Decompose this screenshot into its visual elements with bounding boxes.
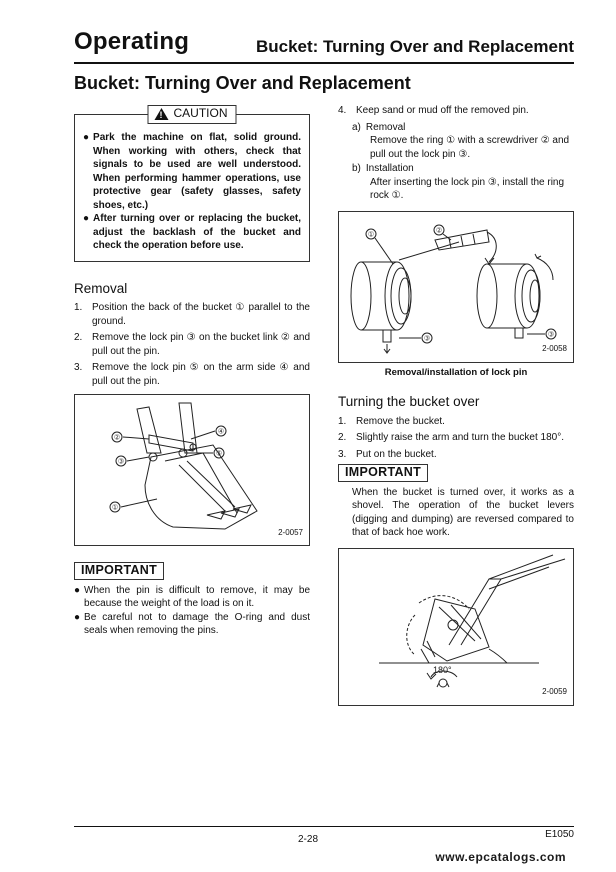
header-divider <box>74 62 574 64</box>
callout-label: ① <box>111 504 119 512</box>
bullet-dot-icon: ● <box>74 584 81 596</box>
important-left <box>74 562 310 638</box>
sub-step-title: Removal <box>365 121 406 133</box>
callout-label: ⑤ <box>215 450 223 458</box>
step-number: 1. <box>338 415 347 427</box>
bucket-turn-illustration <box>339 549 573 705</box>
step-text: Keep sand or mud off the removed pin. <box>356 105 529 116</box>
removal-step <box>74 331 310 358</box>
sub-step-title: Installation <box>365 163 414 174</box>
callout-label: ③ <box>117 458 125 466</box>
step-4 <box>338 104 574 118</box>
step-text: Remove the lock pin ③ on the bucket link ② and pull out the pin. <box>92 332 310 357</box>
section-title: Operating <box>74 28 190 55</box>
removal-heading: Removal <box>74 280 128 296</box>
turning-heading: Turning the bucket over <box>338 394 480 409</box>
caution-item-text: After turning over or replacing the bucket, adjust the backlash of the bucket and check the operation before use. <box>93 213 301 251</box>
caution-item-text: Park the machine on flat, solid ground. When working with others, check that signals to be used are well understood. When performing hammer operations, use protective gear (safety glasses, safety shoes, etc.) <box>93 132 301 211</box>
caution-item <box>83 131 301 212</box>
right-column <box>338 104 574 706</box>
important-right <box>338 464 574 540</box>
bullet-dot-icon: ● <box>83 132 90 143</box>
figure-caption: Removal/installation of lock pin <box>384 366 528 378</box>
bullet-dot-icon: ● <box>83 213 90 224</box>
callout-label: ③ <box>547 331 555 338</box>
bucket-illustration <box>75 395 309 545</box>
step-number: 3. <box>338 448 347 460</box>
sub-step-label: b) <box>352 163 361 174</box>
important-label: IMPORTANT <box>74 562 164 580</box>
step-number: 4. <box>338 105 347 116</box>
important-item <box>74 611 310 638</box>
sub-step-label: a) <box>352 121 361 133</box>
lock-pin-illustration <box>339 212 573 362</box>
callout-label: ② <box>435 227 443 234</box>
step-text: Put on the bucket. <box>356 448 437 460</box>
caution-label <box>148 105 237 124</box>
figure-code: 2-0058 <box>542 344 567 353</box>
step-text: Position the back of the bucket ① parallel to the ground. <box>92 302 310 327</box>
caution-item <box>83 212 301 253</box>
important-label: IMPORTANT <box>338 464 428 482</box>
turning-step <box>338 431 574 445</box>
lock-pin-figure <box>338 211 574 363</box>
sub-step-body: Remove the ring ① with a screwdriver ② and pull out the lock pin ③. <box>370 135 570 160</box>
bucket-removal-figure <box>74 394 310 546</box>
turning-step <box>338 448 574 462</box>
callout-label: ① <box>367 231 375 238</box>
sub-step-body: After inserting the lock pin ③, install the ring rock ①. <box>370 176 565 201</box>
angle-label: 180° <box>433 664 452 675</box>
step-number: 2. <box>338 432 347 443</box>
step-text: Remove the bucket. <box>356 415 445 427</box>
sub-step <box>352 162 574 176</box>
step-text: Slightly raise the arm and turn the bucket 180°. <box>356 432 565 443</box>
step-number: 3. <box>74 362 83 373</box>
warning-triangle-icon <box>155 108 169 120</box>
important-body <box>74 584 310 638</box>
watermark: www.epcatalogs.com <box>435 850 566 864</box>
step-text: Remove the lock pin ⑤ on the arm side ④ and pull out the pin. <box>92 362 310 387</box>
page-title: Bucket: Turning Over and Replacement <box>74 73 411 93</box>
figure-code: 2-0057 <box>278 527 303 537</box>
caution-box <box>74 106 310 262</box>
bucket-turn-figure <box>338 548 574 706</box>
document-code: E1050 <box>545 829 574 840</box>
step-number: 1. <box>74 302 83 313</box>
footer-divider <box>74 826 574 827</box>
removal-step <box>74 301 310 328</box>
figure-code: 2-0059 <box>542 687 567 696</box>
step-number: 2. <box>74 332 83 343</box>
header-title: Bucket: Turning Over and Replacement <box>255 37 574 56</box>
callout-label: ③ <box>423 335 431 342</box>
important-item <box>74 584 310 611</box>
callout-label: ② <box>113 434 121 442</box>
caution-label-text: CAUTION <box>173 106 228 120</box>
important-body: When the bucket is turned over, it works as a shovel. The operation of the bucket levers (digging and dumping) are reversed compared to that of back hoe work. <box>352 486 574 538</box>
removal-step <box>74 361 310 388</box>
page-number: 2-28 <box>297 834 318 845</box>
important-item-text: Be careful not to damage the O-ring and dust seals when removing the pins. <box>84 611 310 636</box>
callout-label: ④ <box>217 428 225 436</box>
turning-step <box>338 415 574 429</box>
important-item-text: When the pin is difficult to remove, it may be because the weight of the load is on it. <box>84 584 310 609</box>
bullet-dot-icon: ● <box>74 611 81 623</box>
sub-step <box>352 121 574 135</box>
left-column <box>74 104 310 638</box>
